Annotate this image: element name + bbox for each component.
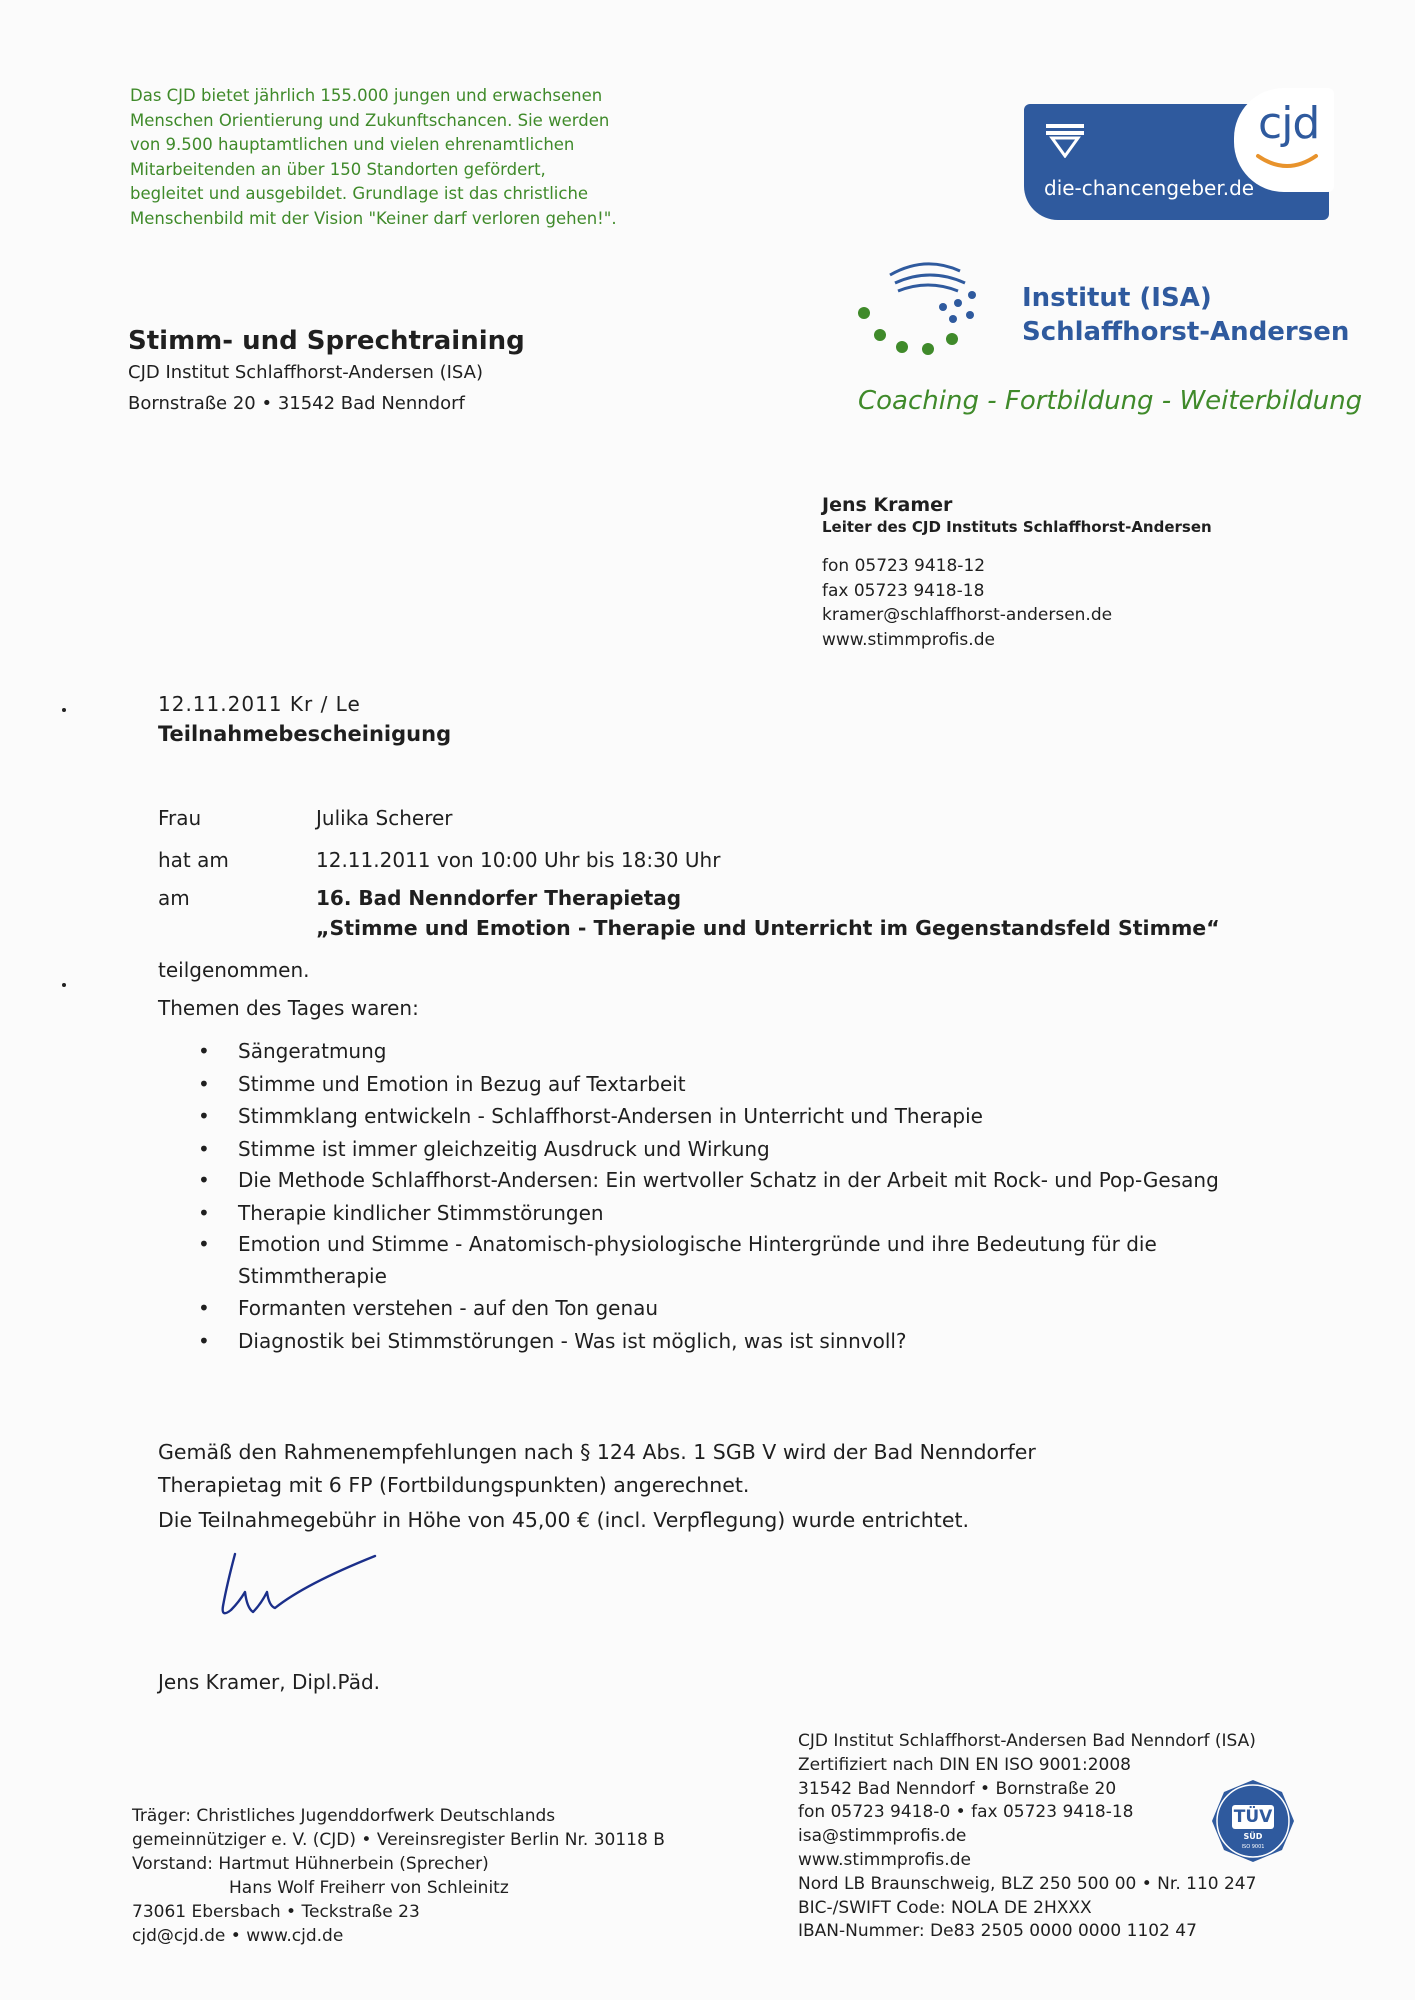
seal-mark: TÜV [1233,1807,1273,1827]
intro-line: Menschen Orientierung und Zukunftschancen. Sie werden [130,110,610,130]
footer-line: IBAN-Nummer: De83 2505 0000 0000 1102 47 [798,1921,1197,1942]
row-label: Frau [158,806,202,830]
intro-line: begleitet und ausgebildet. Grundlage ist das christliche [130,184,589,203]
footer-line: www.stimmprofis.de [798,1849,971,1870]
seal-sub2: ISO 9001 [1241,1844,1265,1850]
footer-line: Nord LB Braunschweig, BLZ 250 500 00 • Nr. 110 247 [798,1873,1257,1894]
bullet-icon: • [198,1104,210,1128]
sender-name: Jens Kramer [822,494,953,516]
org-title: Stimm- und Sprechtraining [128,326,525,356]
list-item [196,1165,1248,1197]
fold-mark [62,983,66,987]
topic-text: Stimme ist immer gleichzeitig Ausdruck und Wirkung [238,1136,770,1161]
org-line: CJD Institut Schlaffhorst-Andersen (ISA) [128,362,484,383]
sender-fax: fax 05723 9418-18 [822,580,985,601]
letter-reference: 12.11.2011 Kr / Le [158,692,361,716]
list-item [196,1229,1268,1292]
isa-dots-logo-icon [850,255,1010,365]
event-name: 16. Bad Nenndorfer Therapietag [316,886,682,910]
row-label: hat am [158,848,229,872]
participant-name: Julika Scherer [316,806,453,830]
seal-inner [1218,1786,1288,1856]
accreditation-line: Gemäß den Rahmenempfehlungen nach § 124 Abs. 1 SGB V wird der Bad Nenndorfer [158,1440,1036,1464]
participated-text: teilgenommen. [158,958,310,982]
document-title: Teilnahmebescheinigung [158,722,452,746]
isa-name-line1: Institut (ISA) [1022,283,1212,313]
bullet-icon: • [198,1296,210,1320]
accreditation-text [158,1436,1036,1502]
footer-line: cjd@cjd.de • www.cjd.de [132,1926,344,1946]
isa-name-line2: Schlaffhorst-Andersen [1022,317,1350,347]
footer-right [798,1730,1256,1944]
footer-line: isa@stimmprofis.de [798,1826,967,1847]
org-address: Bornstraße 20 • 31542 Bad Nenndorf [128,393,465,414]
fee-text: Die Teilnahmegebühr in Höhe von 45,00 € (incl. Verpflegung) wurde entrichtet. [158,1508,970,1532]
event-subtitle: „Stimme und Emotion - Therapie und Unterricht im Gegenstandsfeld Stimme“ [316,916,1220,940]
topic-text: Stimme und Emotion in Bezug auf Textarbeit [238,1071,686,1096]
bullet-icon: • [198,1071,210,1096]
footer-left [132,1804,665,1948]
sender-fon: fon 05723 9418-12 [822,556,986,576]
footer-line: Hans Wolf Freiherr von Schleinitz [229,1878,509,1898]
bullet-icon: • [198,1232,210,1256]
footer-line: fon 05723 9418-0 • fax 05723 9418-18 [798,1802,1134,1823]
intro-line: von 9.500 hauptamtlichen und vielen ehrenamtlichen [130,135,575,154]
bullet-icon: • [198,1168,210,1192]
topic-text: Sängeratmung [238,1039,387,1063]
footer-line: BIC-/SWIFT Code: NOLA DE 2HXXX [798,1897,1092,1918]
cjd-url: die-chancengeber.de [1044,176,1255,200]
seal-sub: SÜD [1243,1832,1263,1841]
topic-text: Emotion und Stimme - Anatomisch-physiologische Hintergründe und ihre Bedeutung für die Stimmtherapie [238,1232,1157,1288]
list-item [196,1035,1266,1068]
footer-line: 31542 Bad Nenndorf • Bornstraße 20 [798,1778,1117,1799]
accreditation-line: Therapietag mit 6 FP (Fortbildungspunkten) angerechnet. [158,1473,750,1497]
event-time: 12.11.2011 von 10:00 Uhr bis 18:30 Uhr [316,848,721,872]
list-item [196,1292,1266,1325]
footer-line: Träger: Christliches Jugenddorfwerk Deutschlands [132,1806,556,1826]
intro-paragraph [130,84,730,231]
topic-text: Therapie kindlicher Stimmstörungen [238,1200,604,1225]
tuv-certificate-seal [1210,1778,1296,1864]
bullet-icon: • [198,1136,210,1161]
intro-line: Das CJD bietet jährlich 155.000 jungen und erwachsenen [130,86,603,105]
footer-line: Zertifiziert nach DIN EN ISO 9001:2008 [798,1754,1132,1775]
fold-mark [62,708,66,712]
list-item [196,1197,1266,1230]
sender-web: www.stimmprofis.de [822,629,995,650]
topics-intro: Themen des Tages waren: [158,996,419,1020]
topic-text: Diagnostik bei Stimmstörungen - Was ist möglich, was ist sinnvoll? [238,1328,907,1353]
intro-line: Mitarbeitenden an über 150 Standorten gefördert, [130,159,546,179]
row-label: am [158,886,190,910]
footer-line: Vorstand: Hartmut Hühnerbein (Sprecher) [132,1854,489,1874]
list-item [196,1325,1266,1358]
sender-role: Leiter des CJD Instituts Schlaffhorst-Andersen [822,518,1212,536]
sender-email: kramer@schlaffhorst-andersen.de [822,605,1113,625]
intro-line: Menschenbild mit der Vision "Keiner darf verloren gehen!". [130,208,617,228]
list-item [196,1133,1266,1166]
topic-text: Stimmklang entwickeln - Schlaffhorst-Andersen in Unterricht und Therapie [238,1104,983,1128]
isa-tagline: Coaching - Fortbildung - Weiterbildung [858,386,1363,416]
bullet-icon: • [198,1328,210,1353]
signer-name: Jens Kramer, Dipl.Päd. [158,1670,381,1694]
isa-name [1022,281,1349,349]
cjd-emblem-icon [1044,122,1086,158]
topic-text: Die Methode Schlaffhorst-Andersen: Ein wertvoller Schatz in der Arbeit mit Rock- und Pop-Gesang [238,1168,1219,1192]
footer-line: CJD Institut Schlaffhorst-Andersen Bad Nenndorf (ISA) [798,1731,1256,1751]
bullet-icon: • [198,1039,210,1063]
cjd-wordmark: cjd [1258,98,1320,149]
footer-line: 73061 Ebersbach • Teckstraße 23 [132,1902,420,1922]
bullet-icon: • [198,1200,210,1225]
sender-contact [822,554,1112,652]
signature-image [205,1544,385,1624]
list-item [196,1100,1266,1133]
list-item [196,1068,1266,1101]
footer-line: gemeinnütziger e. V. (CJD) • Vereinsregister Berlin Nr. 30118 B [132,1830,665,1850]
cjd-smile-icon [1252,150,1322,174]
topic-text: Formanten verstehen - auf den Ton genau [238,1296,659,1320]
topics-list [196,1035,1266,1357]
